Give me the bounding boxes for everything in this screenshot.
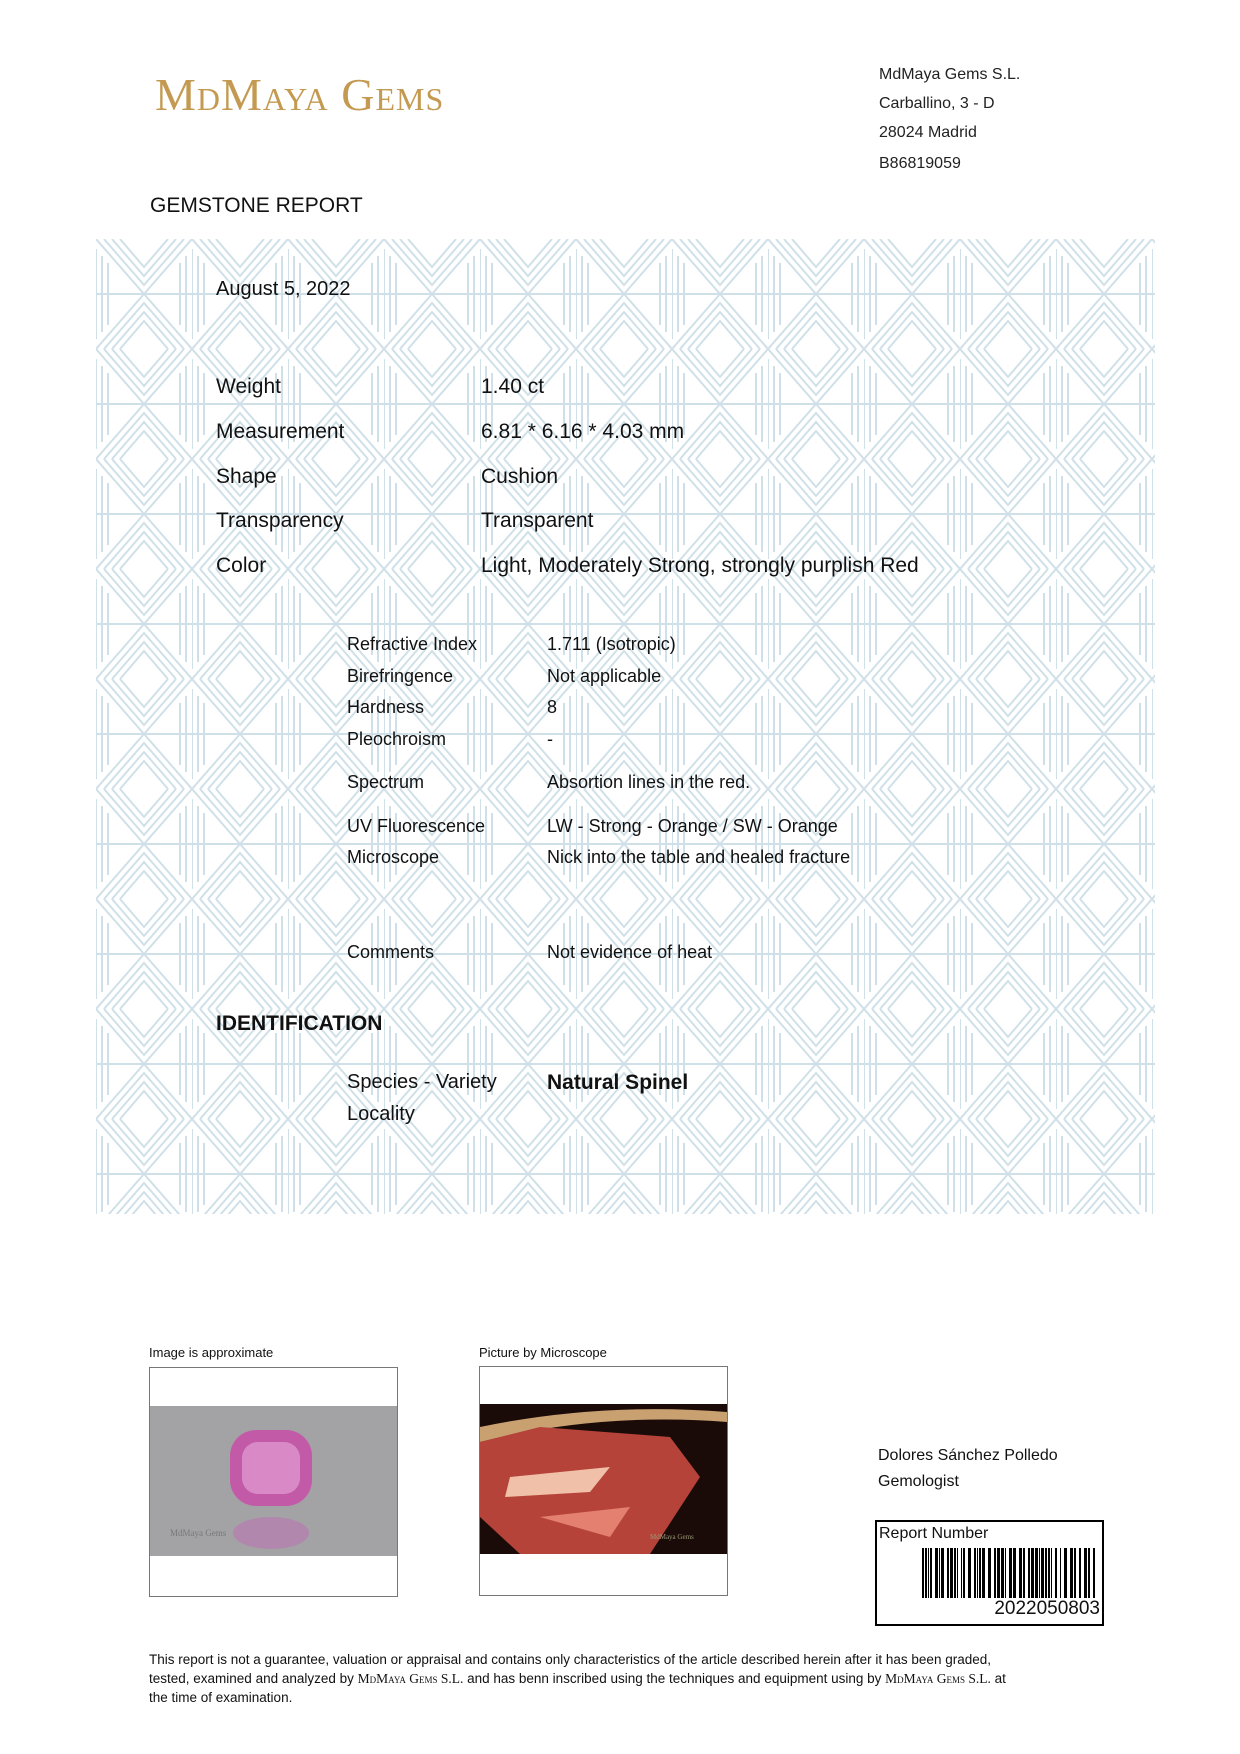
address-line: Carballino, 3 - D (879, 95, 995, 112)
barcode-bar (974, 1548, 976, 1598)
hardness-value: 8 (547, 697, 558, 717)
barcode-bar (928, 1548, 929, 1598)
barcode-bar (977, 1548, 978, 1598)
barcode-bar (957, 1548, 958, 1598)
barcode-bar (1013, 1548, 1016, 1598)
gemologist-name: Dolores Sánchez Polledo (878, 1447, 1058, 1464)
identification-heading: IDENTIFICATION (216, 1012, 383, 1035)
company-logo: MdMaya Gems (155, 69, 445, 120)
barcode-bar (922, 1548, 924, 1598)
disclaimer-line: the time of examination. (149, 1690, 293, 1705)
image-caption: Picture by Microscope (479, 1345, 607, 1360)
address-line: 28024 Madrid (879, 124, 977, 141)
barcode-bar (1064, 1548, 1067, 1598)
report-number-value: 2022050803 (994, 1598, 1100, 1619)
microscope-label: Microscope (347, 847, 440, 867)
barcode-bar (963, 1548, 965, 1598)
barcode-bar (1088, 1548, 1090, 1598)
disclaimer-line (149, 1671, 1006, 1687)
barcode-bar (1035, 1548, 1038, 1598)
barcode-bar (954, 1548, 956, 1598)
barcode-bar (1023, 1548, 1025, 1598)
address-line: B86819059 (879, 155, 961, 172)
barcode-bar (1048, 1548, 1050, 1598)
barcode-bar (982, 1548, 985, 1598)
barcode-bar (1084, 1548, 1087, 1598)
shape-label: Shape (216, 465, 277, 488)
report-number-label: Report Number (879, 1525, 989, 1542)
disclaimer-text: at (990, 1671, 1006, 1686)
barcode-bar (1060, 1548, 1061, 1598)
barcode-bar (947, 1548, 949, 1598)
barcode-bar (950, 1548, 953, 1598)
hardness-label: Hardness (347, 697, 425, 717)
color-value: Light, Moderately Strong, strongly purplish Red (481, 554, 919, 577)
gem-photo (150, 1368, 397, 1596)
barcode-bar (1005, 1548, 1006, 1598)
barcode-bar (1079, 1548, 1081, 1598)
barcode-bar (1051, 1548, 1052, 1598)
disclaimer-line: This report is not a guarantee, valuation or appraisal and contains only characteristics of the article described herein after it has been graded, (149, 1652, 991, 1667)
barcode-bar (941, 1548, 944, 1598)
report-number-box (875, 1520, 1104, 1626)
disclaimer-text: and has benn inscribed using the techniques and equipment using by (463, 1671, 886, 1686)
uv-fluorescence-value: LW - Strong - Orange / SW - Orange (547, 816, 838, 836)
weight-value: 1.40 ct (481, 375, 545, 398)
brand-name: MdMaya Gems S.L. (885, 1671, 991, 1686)
image-caption: Image is approximate (149, 1345, 274, 1360)
barcode-bar (935, 1548, 938, 1598)
shape-value: Cushion (481, 465, 559, 488)
birefringence-value: Not applicable (547, 666, 662, 686)
barcode-bar (1031, 1548, 1034, 1598)
barcode (922, 1548, 1097, 1598)
barcode-bar (930, 1548, 932, 1598)
barcode-bar (1074, 1548, 1076, 1598)
species-label: Species - Variety (347, 1071, 497, 1093)
gem-photo-frame (149, 1367, 398, 1597)
microscope-value: Nick into the table and healed fracture (547, 847, 851, 867)
pleochroism-label: Pleochroism (347, 729, 447, 749)
barcode-bar (1093, 1548, 1095, 1598)
watermark: MdMaya Gems (650, 1533, 694, 1541)
barcode-bar (1039, 1548, 1040, 1598)
measurement-value: 6.81 * 6.16 * 4.03 mm (481, 420, 685, 443)
barcode-bar (961, 1548, 962, 1598)
transparency-label: Transparency (216, 509, 344, 532)
barcode-bar (1009, 1548, 1012, 1598)
spectrum-value: Absortion lines in the red. (547, 772, 751, 792)
refractive-index-value: 1.711 (Isotropic) (547, 634, 676, 654)
brand-name: MdMaya Gems S.L. (357, 1671, 464, 1686)
barcode-bar (979, 1548, 981, 1598)
barcode-bar (1001, 1548, 1004, 1598)
transparency-value: Transparent (481, 509, 594, 532)
barcode-bar (988, 1548, 991, 1598)
locality-label: Locality (347, 1103, 415, 1125)
comments-label: Comments (347, 942, 435, 962)
spectrum-label: Spectrum (347, 772, 425, 792)
uv-fluorescence-label: UV Fluorescence (347, 816, 486, 836)
barcode-bar (1019, 1548, 1022, 1598)
weight-label: Weight (216, 375, 281, 398)
barcode-bar (1055, 1548, 1057, 1598)
barcode-bar (1045, 1548, 1047, 1598)
microscope-photo-frame (479, 1366, 728, 1596)
pleochroism-value: - (547, 729, 553, 749)
address-line: MdMaya Gems S.L. (879, 66, 1021, 83)
watermark: MdMaya Gems (170, 1528, 227, 1538)
barcode-bar (997, 1548, 1000, 1598)
barcode-bar (968, 1548, 971, 1598)
disclaimer-text: tested, examined and analyzed by (149, 1671, 358, 1686)
refractive-index-label: Refractive Index (347, 634, 478, 654)
barcode-bar (1070, 1548, 1073, 1598)
microscope-photo (480, 1367, 727, 1595)
barcode-bar (1041, 1548, 1044, 1598)
page-title: GEMSTONE REPORT (150, 194, 363, 217)
comments-value: Not evidence of heat (547, 942, 713, 962)
birefringence-label: Birefringence (347, 666, 454, 686)
barcode-bar (1028, 1548, 1030, 1598)
barcode-bar (925, 1548, 927, 1598)
barcode-bar (994, 1548, 996, 1598)
measurement-label: Measurement (216, 420, 345, 443)
barcode-bar (939, 1548, 940, 1598)
report-date: August 5, 2022 (216, 278, 351, 300)
species-value: Natural Spinel (547, 1071, 689, 1094)
gemologist-role: Gemologist (878, 1473, 959, 1490)
color-label: Color (216, 554, 267, 577)
